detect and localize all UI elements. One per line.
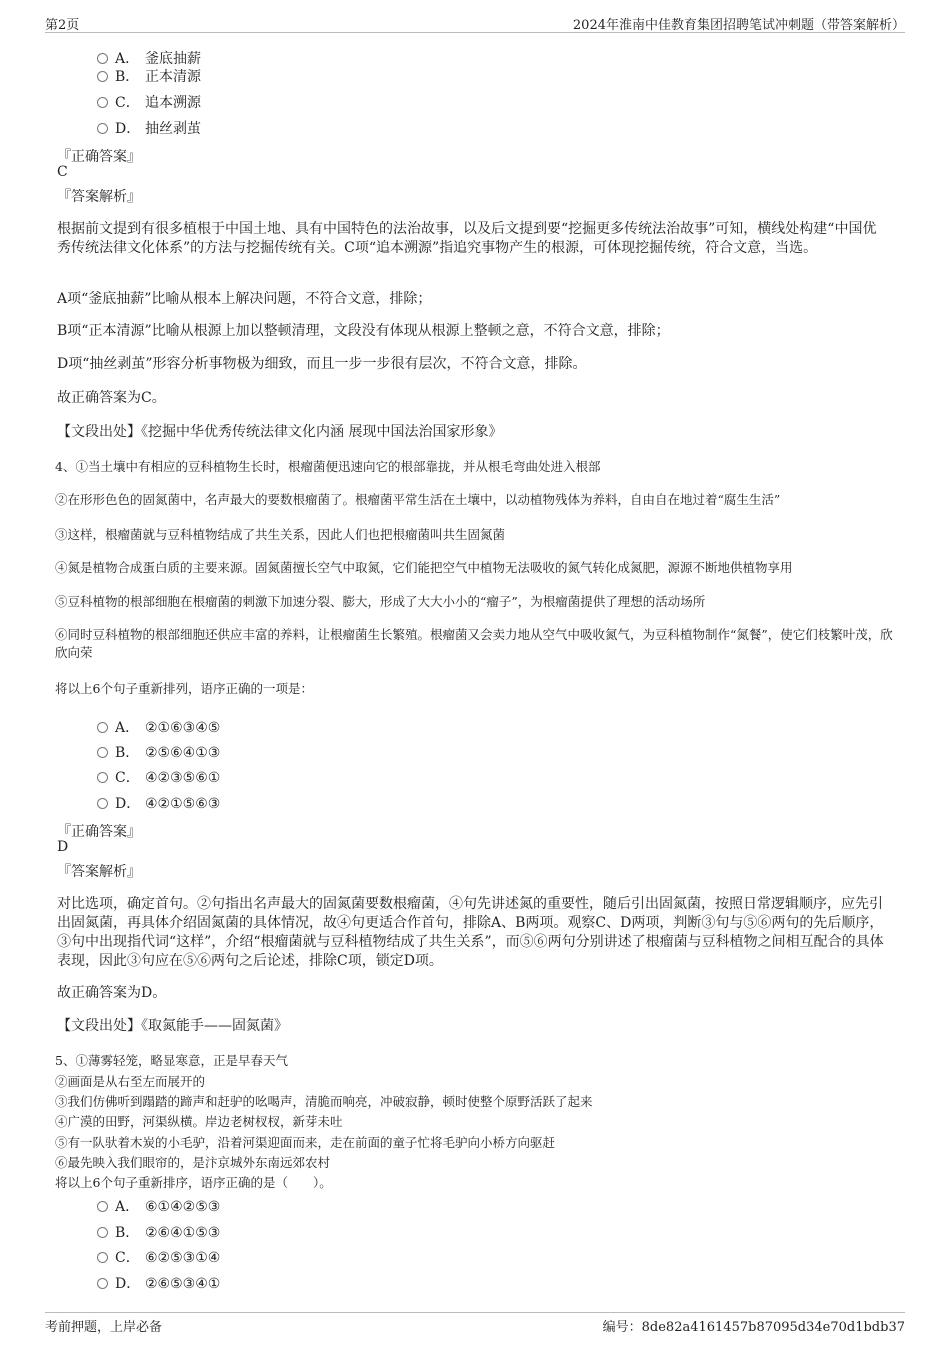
document-title: 2024年淮南中佳教育集团招聘笔试冲刺题（带答案解析） [572,18,905,33]
q3-source: 【文段出处】《挖掘中华优秀传统法律文化内涵 展现中国法治国家形象》 [57,424,503,440]
q4-source: 【文段出处】《取氮能手——固氮菌》 [57,1018,288,1034]
q3-analysis-1: 根据前文提到有很多植根于中国土地、具有中国特色的法治故事，以及后文提到要“挖掘更多传统法治故事”可知，横线处构建“中国优秀传统法律文化体系”的方法与挖掘传统有关。C项“追本溯源”指追究事物产生的根源，可体现挖掘传统，符合文意，当选。 [57,221,877,256]
q4-answer: D [57,839,69,855]
q4-conclusion: 故正确答案为D。 [57,985,167,1001]
page-footer [45,1312,905,1335]
q5-line-5: ⑤有一队驮着木炭的小毛驴，沿着河渠迎面而来，走在前面的童子忙将毛驴向小桥方向驱赶 [55,1135,556,1150]
q5-line-3: ③我们仿佛听到蹋踏的蹄声和赶驴的吆喝声，清脆而响亮，冲破寂静，顿时使整个原野活跃了起来 [55,1094,593,1109]
q3-option-d[interactable]: D． 抽丝剥茧 [97,118,201,138]
q3-answer-label: 『正确答案』 [57,149,141,165]
footer-slogan: 考前押题，上岸必备 [45,1320,163,1335]
q5-prompt: 将以上6个句子重新排序，语序正确的是（ ）。 [55,1175,332,1190]
q4-option-b[interactable]: B． ②⑤⑥④①③ [97,742,220,762]
q4-line-5: ⑤豆科植物的根部细胞在根瘤菌的刺激下加速分裂、膨大，形成了大大小小的“瘤子”，为根瘤菌提供了理想的活动场所 [55,594,706,609]
q4-option-a[interactable]: A． ②①⑥③④⑤ [97,717,220,737]
radio-icon[interactable] [97,772,108,783]
q5-line-1: 5、①薄雾轻笼，略显寒意，正是早春天气 [55,1053,288,1068]
q4-analysis-1: 对比选项，确定首句。②句指出名声最大的固氮菌要数根瘤菌，④句先讲述氮的重要性，随后引出固氮菌，按照日常逻辑顺序，应先引出固氮菌，再具体介绍固氮菌的具体情况，故④句更适合作首句，排除A、B两项。观察C、D两项，判断③句与⑤⑥两句的先后顺序，③句中出现指代词“这样”，介绍“根瘤菌就与豆科植物结成了共生关系”，而⑤⑥两句分别讲述了根瘤菌与豆科植物之间相互配合的具体表现，因此③句应在⑤⑥两句之后论述，排除C项，锁定D项。 [57,896,884,969]
q3-option-b[interactable]: B． 正本清源 [97,66,201,86]
q4-prompt: 将以上6个句子重新排列，语序正确的一项是： [55,681,313,696]
document-code: 编号：8de82a4161457b87095d34e70d1bdb37 [602,1320,905,1335]
radio-icon[interactable] [97,71,108,82]
radio-icon[interactable] [97,798,108,809]
radio-icon[interactable] [97,1201,108,1212]
q3-analysis-3: B项“正本清源”比喻从根源上加以整顿清理，文段没有体现从根源上整顿之意，不符合文意，排除； [57,323,670,339]
q4-line-3: ③这样，根瘤菌就与豆科植物结成了共生关系，因此人们也把根瘤菌叫共生固氮菌 [55,527,506,542]
q3-analysis-2: A项“釜底抽薪”比喻从根本上解决问题，不符合文意，排除； [57,291,432,307]
page-number: 第2页 [45,18,80,33]
q5-line-6: ⑥最先映入我们眼帘的，是汴京城外东南远郊农村 [55,1155,331,1170]
q3-option-a[interactable]: A． 釜底抽薪 [97,48,201,68]
q5-option-c[interactable]: C． ⑥②⑤③①④ [97,1247,220,1267]
radio-icon[interactable] [97,97,108,108]
radio-icon[interactable] [97,747,108,758]
q4-answer-label: 『正确答案』 [57,824,141,840]
q3-analysis-label: 『答案解析』 [57,189,141,205]
radio-icon[interactable] [97,1227,108,1238]
q3-option-c[interactable]: C． 追本溯源 [97,92,201,112]
q4-line-4: ④氮是植物合成蛋白质的主要来源。固氮菌擅长空气中取氮，它们能把空气中植物无法吸收的氮气转化成氮肥，源源不断地供植物享用 [55,560,793,575]
q5-line-2: ②画面是从右至左而展开的 [55,1074,206,1089]
q4-option-c[interactable]: C． ④②③⑤⑥① [97,767,220,787]
q5-line-4: ④广漠的田野，河渠纵横。岸边老树杈杈，新芽未吐 [55,1114,343,1129]
q4-option-d[interactable]: D． ④②①⑤⑥③ [97,793,220,813]
q5-option-d[interactable]: D． ②⑥⑤③④① [97,1273,220,1293]
q4-line-2: ②在形形色色的固氮菌中，名声最大的要数根瘤菌了。根瘤菌平常生活在土壤中，以动植物残体为养料，自由自在地过着“腐生生活” [55,492,781,507]
radio-icon[interactable] [97,1278,108,1289]
radio-icon[interactable] [97,123,108,134]
q3-answer: C [57,164,68,180]
q4-analysis-label: 『答案解析』 [57,864,141,880]
radio-icon[interactable] [97,1252,108,1263]
q3-conclusion: 故正确答案为C。 [57,390,166,406]
q4-line-6: ⑥同时豆科植物的根部细胞还供应丰富的养料，让根瘤菌生长繁殖。根瘤菌又会卖力地从空气中吸收氮气，为豆科植物制作“氮餐”，使它们枝繁叶茂，欣欣向荣 [55,627,893,660]
q5-option-b[interactable]: B． ②⑥④①⑤③ [97,1222,220,1242]
radio-icon[interactable] [97,53,108,64]
radio-icon[interactable] [97,722,108,733]
q5-option-a[interactable]: A． ⑥①④②⑤③ [97,1196,220,1216]
q3-analysis-4: D项“抽丝剥茧”形容分析事物极为细致，而且一步一步很有层次，不符合文意，排除。 [57,356,587,372]
q4-line-1: 4、①当土壤中有相应的豆科植物生长时，根瘤菌便迅速向它的根部靠拢，并从根毛弯曲处进入根部 [55,459,601,474]
page-header [45,12,905,33]
